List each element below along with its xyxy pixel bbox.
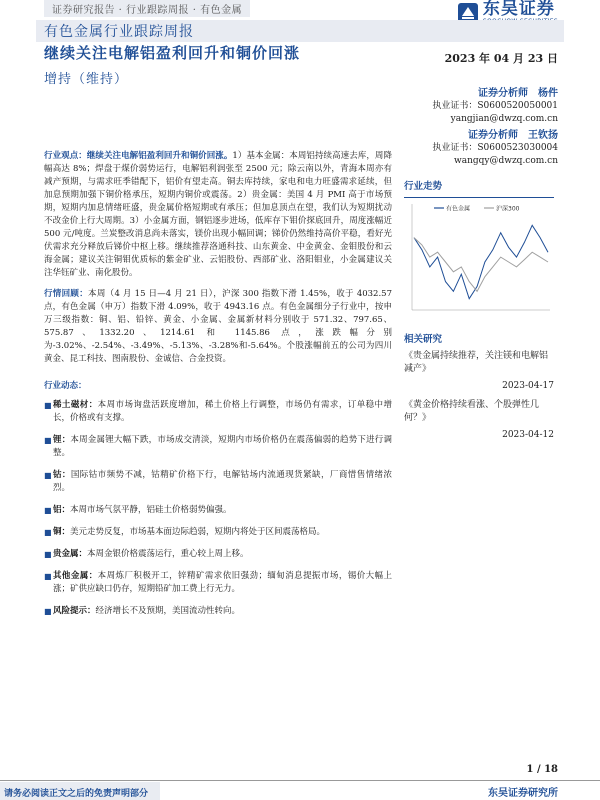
news-item-lead: 其他金属： xyxy=(53,571,98,581)
bullet-icon: ■ xyxy=(44,572,52,581)
news-item xyxy=(44,526,392,539)
news-item-text: 本周金银价格震荡运行，重心较上周上移。 xyxy=(87,549,249,559)
report-type: 有色金属行业跟踪周报 xyxy=(44,24,194,40)
market-review-text: 本周（4 月 15 日—4 月 21 日），沪深 300 指数下滑 1.45%，收于 4032.57 点，有色金属（申万）指数下滑 4.09%，收于 4943.16 点。有色金属细分子行业中，按申万三级指数：铜、铝、铅锌、黄金、小金属、金属新材料分别收于 571.32、797.65、575.87、1332.20、1214.61 和 1145.86 点，涨跌幅分别为-3.02%、-2.54%、-3.49%、-5.13%、-3.28%和-5.64%。个股涨幅前五的公司为四川黄金、昆工科技、图南股份、金诚信、合金投资。 xyxy=(44,289,392,364)
analyst-email[interactable]: yangjian@dwzq.com.cn xyxy=(450,114,558,124)
analyst-name: 证券分析师 王钦扬 xyxy=(468,130,558,141)
news-item-text: 本周市场询盘活跃度增加，稀土价格上行调整，市场仍有需求，订单稳中增长，价格或有支撑。 xyxy=(53,400,392,423)
related-report-link[interactable]: 《贵金属持续推荐，关注镁和电解铝减产》 xyxy=(404,351,549,374)
news-item-text: 美元走势反复，市场基本面边际趋弱，短期内将处于区间震荡格局。 xyxy=(70,527,326,537)
news-item-lead: 铝： xyxy=(53,505,71,515)
industry-view-lead: 行业观点：继续关注电解铝盈利回升和铜价回涨。 xyxy=(44,151,233,161)
related-report-date: 2023-04-12 xyxy=(502,430,554,440)
series-line-0 xyxy=(414,225,548,298)
related-report-date: 2023-04-17 xyxy=(502,381,554,391)
news-item-text: 本周金属锂大幅下跌，市场成交清淡，短期内市场价格仍在震荡偏弱的趋势下进行调整。 xyxy=(53,435,392,458)
news-item-lead: 稀土磁材： xyxy=(53,400,98,410)
bullet-icon: ■ xyxy=(44,436,52,445)
research-institute: 东吴证券研究所 xyxy=(488,788,558,799)
news-item-text: 本周市场气氛平静，铝硅土价格弱势偏强。 xyxy=(70,505,232,515)
report-date: 2023 年 04 月 23 日 xyxy=(444,52,558,65)
analyst-block xyxy=(388,84,558,168)
market-review-lead: 行情回顾： xyxy=(44,289,89,299)
news-item xyxy=(44,605,392,618)
market-review-paragraph xyxy=(44,288,392,366)
analyst-cert: 执业证书：S0600523030004 xyxy=(432,143,558,153)
industry-news-heading: 行业动态： xyxy=(44,381,87,391)
trend-chart xyxy=(404,197,554,317)
bullet-icon: ■ xyxy=(44,471,52,480)
news-item xyxy=(44,504,392,517)
news-item-lead: 风险提示： xyxy=(53,606,96,616)
analyst-email[interactable]: wangqy@dwzq.com.cn xyxy=(454,156,558,166)
logo-text-cn: 东吴证券 xyxy=(482,0,555,19)
news-item-lead: 钴： xyxy=(53,470,71,480)
trend-chart-svg xyxy=(404,198,554,316)
news-item-text: 本周炼厂积极开工，锌精矿需求依旧强劲；缅甸消息提振市场，锡价大幅上涨；矿供应缺口仍存，短期铅矿加工费上行无力。 xyxy=(53,571,392,594)
bullet-icon: ■ xyxy=(44,528,52,537)
rating: 增持（维持） xyxy=(44,72,129,87)
related-research-title: 相关研究 xyxy=(404,334,443,345)
disclaimer: 请务必阅读正文之后的免责声明部分 xyxy=(4,789,149,799)
page-number: 1 / 18 xyxy=(526,764,558,775)
footer-divider xyxy=(0,780,600,781)
series-line-1 xyxy=(414,238,548,292)
bullet-icon: ■ xyxy=(44,607,52,616)
related-report-link[interactable]: 《黄金价格持续看涨、个股弹性几何？》 xyxy=(404,400,540,423)
news-item-text: 经济增长不及预期，美国流动性转向。 xyxy=(95,606,241,616)
industry-view-paragraph xyxy=(44,150,392,280)
news-item-lead: 铜： xyxy=(53,527,71,537)
bullet-icon: ■ xyxy=(44,401,52,410)
bullet-icon: ■ xyxy=(44,550,52,559)
bullet-icon: ■ xyxy=(44,506,52,515)
trend-title: 行业走势 xyxy=(404,181,443,192)
news-item-text: 国际钴市频势不减，钴精矿价格下行，电解钴场内流通现货紧缺，厂商惜售情绪浓烈。 xyxy=(53,470,392,493)
breadcrumb: 证券研究报告 · 行业跟踪周报 · 有色金属 xyxy=(44,0,250,17)
analyst-name: 证券分析师 杨件 xyxy=(478,88,558,99)
news-item xyxy=(44,570,392,596)
industry-view-text: 1）基本金属：本周铝持续高速去库，周降幅高达 8%；焊盘于煤价弱势运行，电解铝利润张至 2500 元；除云南以外，青海本周亦有减产预期，与需求旺季错配下，铝价有望走高。铜去库持续，家电和电力旺盛需求延续，但加息预期加强下铜价格承压，短期内铜价或震荡。2）贵金属：美国 4 月 PMI 高于市场预期，短期内加息情绪旺盛，贵金属价格短期或有承压；但加息顶点在望，我们认为短期扰动不改金价上行大周期。3）小金属方面，钢铝逐步进场，低库存下钼价探底回升，周度涨幅近 500 元/吨度。兰炭整改消息尚未落实，镁价出现小幅回调；锑价仍然维持高价平稳，看好光伏需求充分释放后锑价中枢上移。继续推荐洛通科技、山东黄金、中金黄金、金钼股份和云海金属；建议关注铜钼优质标的紫金矿业、云铝股份、西部矿业、洛阳钼业，小金属建议关注华钰矿业、南化股份。 xyxy=(44,151,392,278)
news-item-lead: 锂： xyxy=(53,435,71,445)
news-item xyxy=(44,399,392,425)
chart-legend xyxy=(434,205,520,213)
news-item-lead: 贵金属： xyxy=(53,549,88,559)
news-item xyxy=(44,434,392,460)
news-item xyxy=(44,469,392,495)
news-item xyxy=(44,548,392,561)
legend-label-nonferrous: 有色金属 xyxy=(446,205,471,213)
report-headline: 继续关注电解铝盈利回升和铜价回涨 xyxy=(44,44,301,62)
analyst-cert: 执业证书：S0600520050001 xyxy=(432,101,558,111)
main-content xyxy=(44,150,392,627)
sidebar xyxy=(404,180,554,448)
legend-label-hs300: 沪深300 xyxy=(496,205,520,213)
